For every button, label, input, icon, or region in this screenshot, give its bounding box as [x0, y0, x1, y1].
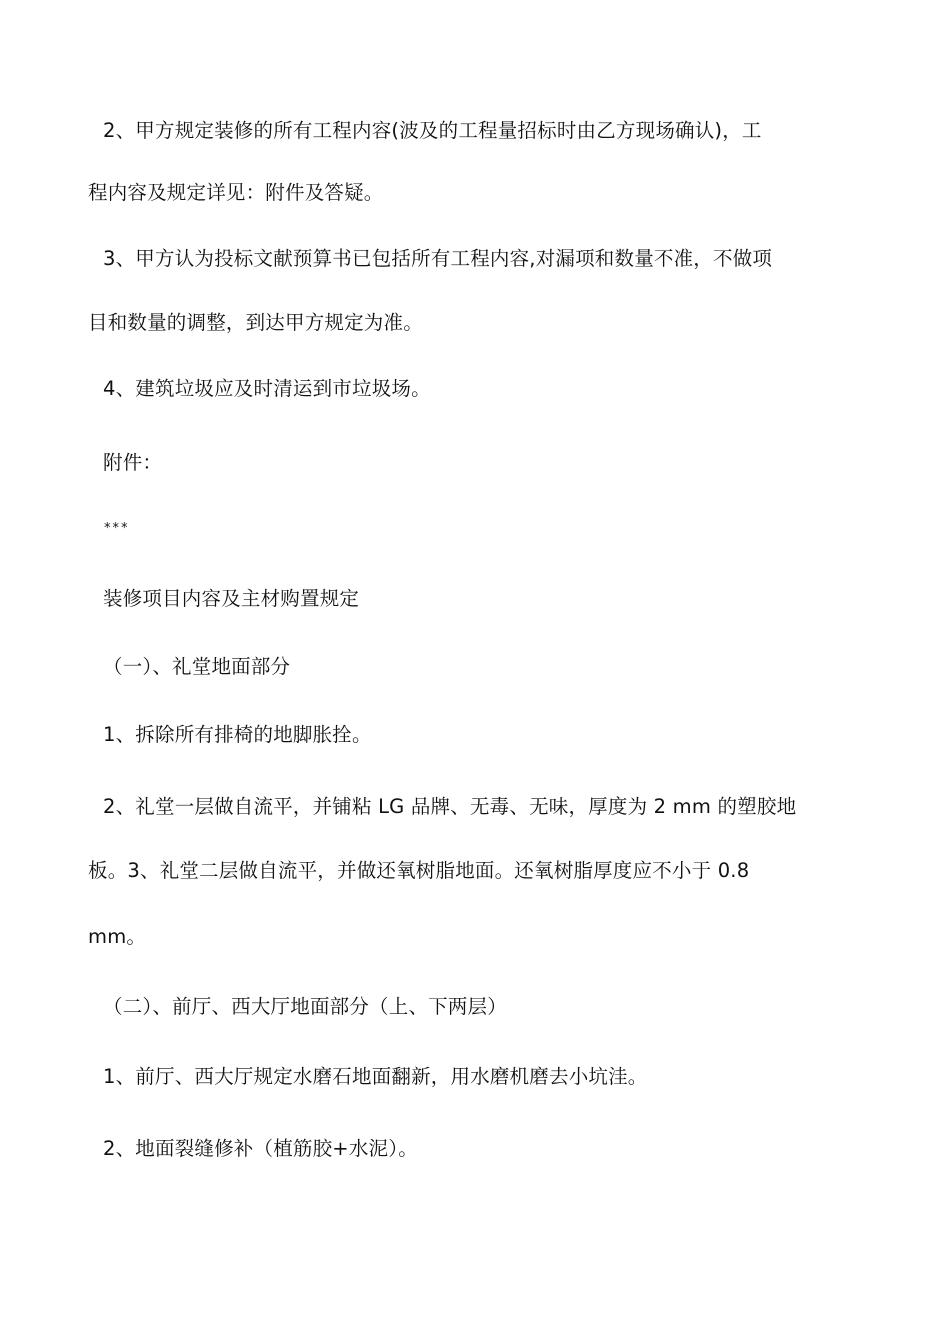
- paragraph-line: mm。: [88, 925, 147, 948]
- paragraph-line: 程内容及规定详见：附件及答疑。: [88, 181, 384, 204]
- separator-stars: ***: [104, 521, 130, 536]
- section-title: 装修项目内容及主材购置规定: [103, 587, 360, 610]
- paragraph-line: 2、礼堂一层做自流平，并铺粘 LG 品牌、无毒、无味，厚度为 2 mm 的塑胶地: [103, 795, 797, 818]
- paragraph-line: 1、拆除所有排椅的地脚胀拴。: [103, 723, 372, 746]
- subsection-heading: （二）、前厅、西大厅地面部分（上、下两层）: [103, 995, 507, 1018]
- paragraph-line: 2、地面裂缝修补（植筋胶+水泥）。: [103, 1137, 418, 1160]
- paragraph-line: 目和数量的调整，到达甲方规定为准。: [88, 311, 423, 334]
- paragraph-line: 1、前厅、西大厅规定水磨石地面翻新，用水磨机磨去小坑洼。: [103, 1065, 648, 1088]
- paragraph-line: 3、甲方认为投标文献预算书已包括所有工程内容,对漏项和数量不准，不做项: [103, 247, 773, 270]
- paragraph-line: 板。3、礼堂二层做自流平，并做还氧树脂地面。还氧树脂厚度应不小于 0.8: [88, 859, 750, 882]
- paragraph-line: 4、建筑垃圾应及时清运到市垃圾场。: [103, 377, 431, 400]
- paragraph-line: 2、甲方规定装修的所有工程内容(波及的工程量招标时由乙方现场确认)，工: [103, 119, 762, 142]
- attachment-heading: 附件：: [103, 451, 163, 474]
- subsection-heading: （一）、礼堂地面部分: [103, 655, 291, 678]
